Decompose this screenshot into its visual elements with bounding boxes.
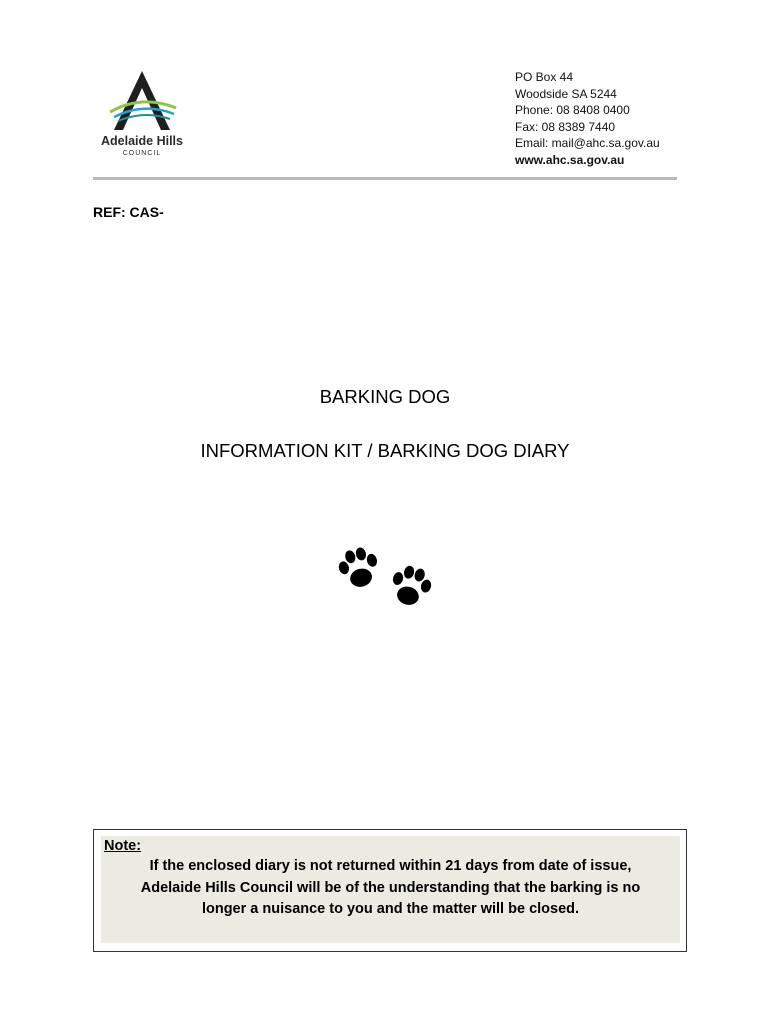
document-subtitle: INFORMATION KIT / BARKING DOG DIARY: [200, 440, 570, 461]
note-line: If the enclosed diary is not returned within 21 days from date of issue,: [149, 858, 632, 874]
paw-prints-icon: [334, 542, 436, 612]
note-line: Adelaide Hills Council will be of the understanding that the barking is no: [140, 879, 641, 896]
logo-subtitle: COUNCIL: [122, 150, 162, 157]
note-heading: Note:: [104, 838, 142, 854]
phone: Phone: 08 8408 0400: [515, 103, 630, 118]
fax: Fax: 08 8389 7440: [515, 119, 616, 134]
note-line: longer a nuisance to you and the matter will be closed.: [201, 901, 580, 917]
reference-label: REF: CAS-: [93, 204, 164, 220]
logo-name: Adelaide Hills: [101, 134, 183, 148]
note-text: [101, 856, 680, 921]
header-divider: [93, 177, 677, 180]
town: Woodside SA 5244: [515, 86, 617, 101]
note-panel: [101, 836, 680, 943]
council-logo: [92, 68, 192, 160]
email: Email: mail@ahc.sa.gov.au: [515, 136, 660, 151]
website-link[interactable]: www.ahc.sa.gov.au: [515, 152, 625, 167]
note-box: [93, 829, 687, 952]
po-box: PO Box 44: [515, 70, 574, 84]
council-logo-icon: [104, 68, 180, 134]
contact-address: [515, 69, 660, 169]
document-title: BARKING DOG: [319, 386, 451, 407]
